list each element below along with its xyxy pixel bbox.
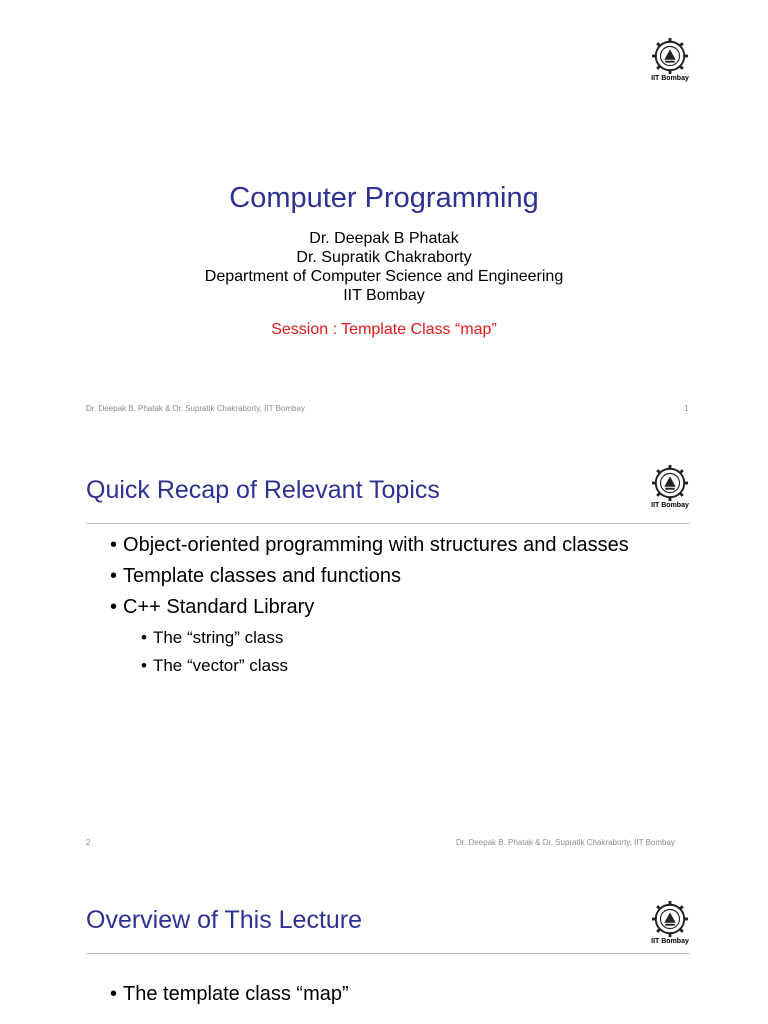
gear-seal-icon xyxy=(651,37,689,75)
slide-title: Computer Programming xyxy=(229,182,539,214)
footer-credit: Dr. Deepak B. Phatak & Dr. Supratik Chakraborty, IIT Bombay xyxy=(86,404,305,413)
iit-bombay-logo xyxy=(640,464,700,510)
gear-seal-icon xyxy=(651,900,689,938)
sub-bullet-item: • The “vector” class xyxy=(141,656,288,676)
sub-bullet-item: • The “string” class xyxy=(141,628,283,648)
author-line: Dr. Supratik Chakraborty xyxy=(296,249,472,266)
title-divider xyxy=(86,523,690,524)
slide-title: Overview of This Lecture xyxy=(86,906,363,934)
bullet-item: • The template class “map” xyxy=(110,983,349,1006)
iit-bombay-logo xyxy=(640,900,700,946)
footer-credit: Dr. Deepak B. Phatak & Dr. Supratik Chakraborty, IIT Bombay xyxy=(456,838,675,847)
logo-caption: IIT Bombay xyxy=(651,502,689,509)
page-number: 2 xyxy=(86,838,91,847)
bullet-item: • C++ Standard Library xyxy=(110,596,314,619)
author-line: Dr. Deepak B Phatak xyxy=(309,230,459,247)
title-divider xyxy=(86,953,690,954)
department-line: Department of Computer Science and Engineering xyxy=(204,268,564,285)
bullet-item: • Object-oriented programming with structures and classes xyxy=(110,534,629,557)
slide-3 xyxy=(0,864,768,1024)
page-number: 1 xyxy=(684,404,689,413)
slide-2 xyxy=(0,432,768,864)
session-title: Session : Template Class “map” xyxy=(271,321,497,338)
logo-caption: IIT Bombay xyxy=(651,75,689,82)
bullet-item: • Template classes and functions xyxy=(110,565,401,588)
iit-bombay-logo xyxy=(640,37,700,83)
slide-title: Quick Recap of Relevant Topics xyxy=(86,476,440,504)
logo-caption: IIT Bombay xyxy=(651,938,689,945)
slide-1 xyxy=(0,0,768,432)
author-block xyxy=(0,229,768,305)
gear-seal-icon xyxy=(651,464,689,502)
institute-line: IIT Bombay xyxy=(343,287,425,304)
